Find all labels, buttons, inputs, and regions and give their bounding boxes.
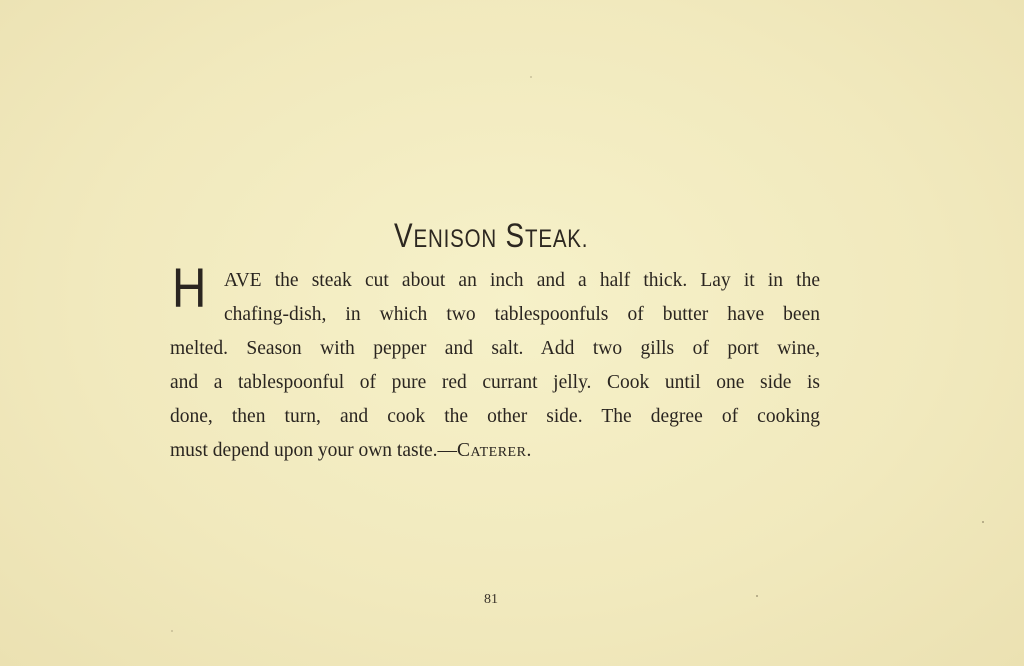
recipe-line-2: chafing-dish, in which two tablespoonfuls of butter have been — [224, 304, 820, 325]
paper-speck — [530, 76, 532, 78]
page-number: 81 — [484, 592, 498, 607]
attribution: Caterer. — [457, 440, 532, 461]
recipe-line-5: done, then turn, and cook the other side. The degree of cooking — [170, 406, 820, 427]
paper-speck — [982, 521, 984, 523]
title-initial-2: S — [505, 217, 525, 255]
recipe-line-4: and a tablespoonful of pure red currant jelly. Cook until one side is — [170, 372, 820, 393]
title-initial: V — [394, 217, 414, 255]
recipe-line-6-text: must depend upon your own taste.— — [170, 440, 458, 461]
paper-speck — [756, 595, 758, 597]
recipe-line-3: melted. Season with pepper and salt. Add two gills of port wine, — [170, 338, 820, 359]
paper-speck — [171, 630, 173, 632]
title-rest-2: TEAK. — [524, 225, 589, 253]
title-rest: ENISON — [413, 225, 497, 253]
recipe-line-6 — [170, 434, 820, 468]
drop-cap: H — [172, 256, 207, 319]
recipe-title — [89, 214, 894, 261]
recipe-body — [170, 256, 820, 468]
recipe-line-1: AVE the steak cut about an inch and a half thick. Lay it in the — [224, 270, 820, 291]
